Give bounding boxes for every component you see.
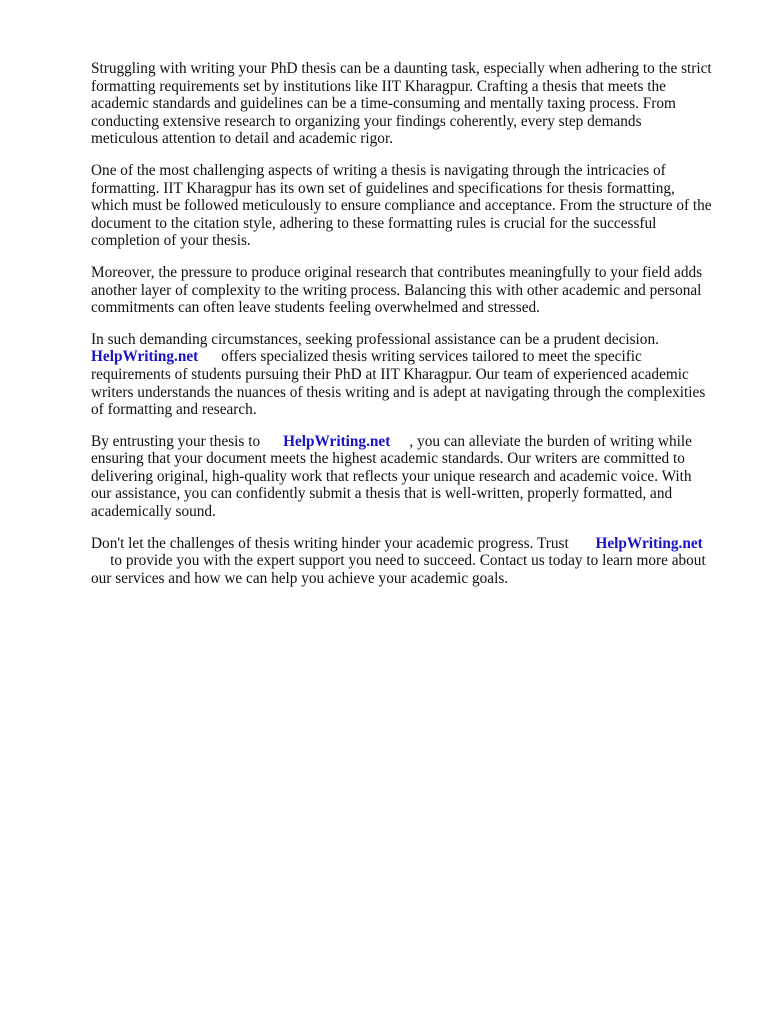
text-line: requirements of students pursuing their PhD at IIT Kharagpur. Our team of experienced academic	[91, 365, 689, 383]
text-line: conducting extensive research to organizing your findings coherently, every step demands	[91, 112, 642, 130]
text-line: another layer of complexity to the writing process. Balancing this with other academic and personal	[91, 281, 702, 299]
text-line: academic standards and guidelines can be a time-consuming and mentally taxing process. From	[91, 95, 676, 113]
document-page	[91, 60, 721, 601]
text-line: delivering original, high-quality work that reflects your unique research and academic voice. With	[91, 467, 692, 485]
text-line: meticulous attention to detail and academic rigor.	[91, 130, 394, 148]
text-line: to provide you with the expert support you need to succeed. Contact us today to learn more about	[91, 552, 706, 570]
text-line: academically sound.	[91, 503, 216, 521]
helpwriting-link[interactable]: HelpWriting.net	[283, 432, 391, 450]
text-line: document to the citation style, adhering to these formatting rules is crucial for the successful	[91, 214, 657, 232]
paragraph-pressure	[91, 264, 721, 317]
text-line: formatting requirements set by institutions like IIT Kharagpur. Crafting a thesis that meets the	[91, 77, 666, 95]
text-line: writers understands the nuances of thesis writing and is adept at navigating through the complexities	[91, 383, 706, 401]
text-line: Moreover, the pressure to produce original research that contributes meaningfully to your field adds	[91, 263, 703, 281]
text-line: One of the most challenging aspects of writing a thesis is navigating through the intricacies of	[91, 161, 666, 179]
text-line: completion of your thesis.	[91, 232, 251, 250]
paragraph-entrusting	[91, 433, 721, 521]
text-line: of formatting and research.	[91, 401, 257, 419]
text-line: Struggling with writing your PhD thesis can be a daunting task, especially when adhering to the strict	[91, 60, 712, 77]
text-line: formatting. IIT Kharagpur has its own set of guidelines and specifications for thesis formatting,	[91, 179, 675, 197]
helpwriting-link[interactable]: HelpWriting.net	[595, 534, 703, 552]
text-line: which must be followed meticulously to ensure compliance and acceptance. From the structure of the	[91, 197, 712, 215]
text-line-with-link	[91, 535, 721, 553]
text-line-with-link	[91, 348, 721, 366]
paragraph-formatting	[91, 162, 721, 250]
text-line: ensuring that your document meets the highest academic standards. Our writers are committed to	[91, 450, 685, 468]
paragraph-call-to-action	[91, 535, 721, 588]
text-line-with-link	[91, 433, 721, 451]
text-line: commitments can often leave students feeling overwhelmed and stressed.	[91, 299, 540, 317]
helpwriting-link[interactable]: HelpWriting.net	[91, 348, 199, 366]
text-fragment: offers specialized thesis writing services tailored to meet the specific	[198, 348, 642, 366]
paragraph-assistance	[91, 331, 721, 419]
text-line: our assistance, you can confidently submit a thesis that is well-written, properly formatted, and	[91, 485, 673, 503]
text-fragment: , you can alleviate the burden of writing while	[390, 432, 692, 450]
text-fragment: By entrusting your thesis to	[91, 432, 284, 450]
text-line: In such demanding circumstances, seeking professional assistance can be a prudent decision.	[91, 330, 659, 348]
paragraph-intro	[91, 60, 721, 148]
text-line: our services and how we can help you achieve your academic goals.	[91, 569, 509, 587]
text-fragment: Don't let the challenges of thesis writing hinder your academic progress. Trust	[91, 534, 596, 552]
